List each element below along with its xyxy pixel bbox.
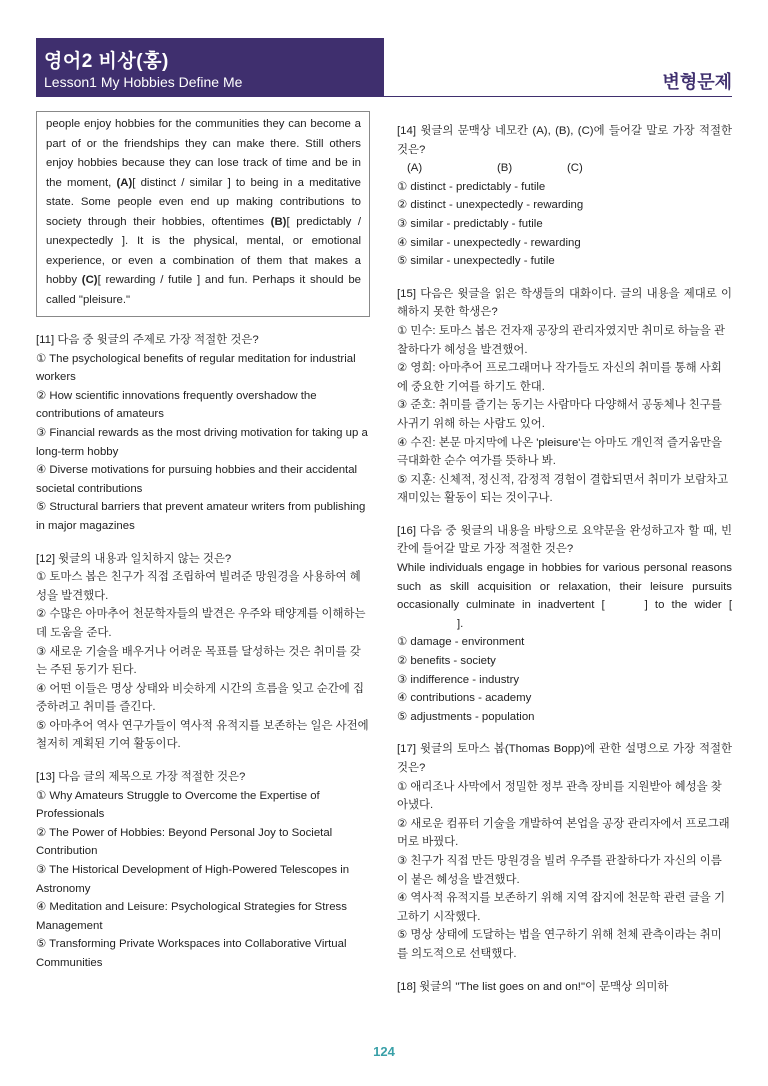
option[interactable]: ③ 준호: 취미를 즐기는 동기는 사람마다 다양해서 공동체나 친구를 사귀기 위해 하는 사람도 있어. <box>397 399 722 430</box>
passage-mark-c: (C) <box>81 274 98 286</box>
option[interactable]: ② How scientific innovations frequently overshadow the contributions of amateurs <box>36 389 317 421</box>
option[interactable]: ④ similar - unexpectedly - rewarding <box>397 236 581 249</box>
page-title: 영어2 비상(홍) <box>44 51 169 72</box>
lesson-subtitle: Lesson1 My Hobbies Define Me <box>44 74 243 90</box>
option[interactable]: ④ 수진: 본문 마지막에 나온 'pleisure'는 아마도 개인적 즐거움만을 극대화한 순수 여가를 뜻하나 봐. <box>397 436 723 468</box>
passage-box <box>36 111 370 317</box>
option[interactable]: ② benefits - society <box>397 655 496 668</box>
option[interactable]: ⑤ 아마추어 역사 연구가들이 역사적 유적지를 보존하는 일은 사전에 철저히 계획된 기여 활동이다. <box>36 719 369 751</box>
passage-text-3: [ predictably / unexpectedly ]. It is the physical, mental, or emotional experience, or even a combination of them that makes a hobby <box>46 215 361 286</box>
question-stem: [17] 윗글의 토마스 봅(Thomas Bopp)에 관한 설명으로 가장 적절한 것은? <box>397 743 732 774</box>
question-stem: [16] 다음 중 윗글의 내용을 바탕으로 요약문을 완성하고자 할 때, 빈칸에 들어갈 말로 가장 적절한 것은? <box>397 524 732 556</box>
column-a-label: (A) <box>407 162 423 175</box>
option[interactable]: ② distinct - unexpectedly - rewarding <box>397 199 584 212</box>
question-11 <box>36 331 370 536</box>
question-14 <box>397 122 732 271</box>
option[interactable]: ① Why Amateurs Struggle to Overcome the Expertise of Professionals <box>36 789 320 821</box>
question-12 <box>36 550 370 755</box>
question-stem: [11] 다음 중 윗글의 주제로 가장 적절한 것은? <box>36 334 259 346</box>
option[interactable]: ④ Meditation and Leisure: Psychological Strategies for Stress Management <box>36 901 347 932</box>
option[interactable]: ③ similar - predictably - futile <box>397 217 543 230</box>
option[interactable]: ③ 친구가 직접 만든 망원경을 빌려 우주를 관찰하다가 자신의 이름이 붙은 혜성을 발견했다. <box>397 854 722 886</box>
right-column <box>397 122 732 1010</box>
column-b-label: (B) <box>497 162 513 175</box>
passage-text-1: people enjoy hobbies for the communities they can become a part of or the friendships they can make there. Still others enjoy hobbies because they can lose track of time and be in the moment, <box>46 118 361 189</box>
option[interactable]: ① 토마스 봅은 친구가 직접 조립하여 빌려준 망원경을 사용하여 혜성을 발견했다. <box>36 571 361 602</box>
option[interactable]: ⑤ 지훈: 신체적, 정신적, 감정적 경험이 결합되면서 취미가 보람차고 재미있는 활동이 되는 것이구나. <box>397 473 729 505</box>
option[interactable]: ② 새로운 컴퓨터 기술을 개발하여 본업을 공장 관리자에서 프로그래머로 바꿨다. <box>397 817 730 849</box>
question-stem: [13] 다음 글의 제목으로 가장 적절한 것은? <box>36 771 246 784</box>
option[interactable]: ① damage - environment <box>397 636 525 649</box>
abc-header-row <box>397 159 732 178</box>
option[interactable]: ⑤ Structural barriers that prevent amateur writers from publishing in major magazines <box>36 501 366 532</box>
option[interactable]: ④ 역사적 유적지를 보존하기 위해 지역 잡지에 천문학 관련 글을 기고하기 시작했다. <box>397 892 725 923</box>
option[interactable]: ③ indifference - industry <box>397 673 520 686</box>
summary-part-1: While individuals engage in hobbies for various personal reasons such as skill acquisition or relaxation, their leisure pursuits occasionally culminate in inadvertent [ <box>397 562 732 612</box>
option[interactable]: ⑤ similar - unexpectedly - futile <box>397 255 555 268</box>
option[interactable]: ⑤ Transforming Private Workspaces into Collaborative Virtual Communities <box>36 938 347 969</box>
page-number: 124 <box>373 1044 395 1059</box>
option[interactable]: ① The psychological benefits of regular meditation for industrial workers <box>36 352 356 384</box>
option[interactable]: ② 영희: 아마추어 프로그래머나 작가들도 자신의 취미를 통해 사회에 중요한 기여를 하기도 한대. <box>397 362 722 393</box>
option[interactable]: ② The Power of Hobbies: Beyond Personal Joy to Societal Contribution <box>36 826 333 858</box>
header-divider <box>36 96 732 97</box>
question-stem: [18] 윗글의 "The list goes on and on!"이 문맥상 의미하 <box>397 980 669 993</box>
option[interactable]: ③ Financial rewards as the most driving motivation for taking up a long-term hobby <box>36 426 368 458</box>
question-stem: [14] 윗글의 문맥상 네모칸 (A), (B), (C)에 들어갈 말로 가장 적절한 것은? <box>397 125 732 156</box>
option[interactable]: ① 민수: 토마스 봅은 건자재 공장의 관리자였지만 취미로 하늘을 관찰하다가 혜성을 발견했어. <box>397 324 725 356</box>
option[interactable]: ② 수많은 아마추어 천문학자들의 발견은 우주와 태양계를 이해하는 데 도움을 준다. <box>36 608 366 639</box>
question-15 <box>397 285 732 508</box>
option[interactable]: ⑤ 명상 상태에 도달하는 법을 연구하기 위해 천체 관측이라는 취미를 의도적으로 선택했다. <box>397 929 722 960</box>
question-13 <box>36 768 370 973</box>
option[interactable]: ⑤ adjustments - population <box>397 710 535 723</box>
passage-mark-a: (A) <box>116 176 133 189</box>
option[interactable]: ① 애리조나 사막에서 정밀한 정부 관측 장비를 지원받아 혜성을 찾아냈다. <box>397 780 722 812</box>
question-stem: [12] 윗글의 내용과 일치하지 않는 것은? <box>36 552 232 565</box>
passage-mark-b: (B) <box>270 215 287 228</box>
left-column <box>36 111 370 987</box>
option[interactable]: ④ Diverse motivations for pursuing hobbies and their accidental societal contributions <box>36 464 358 495</box>
column-c-label: (C) <box>567 162 583 175</box>
passage-text-4: [ rewarding / futile ] and fun. Perhaps it should be called "pleisure." <box>46 274 361 306</box>
question-16 <box>397 522 732 727</box>
option[interactable]: ③ The Historical Development of High-Powered Telescopes in Astronomy <box>36 864 350 895</box>
question-18 <box>397 978 732 997</box>
question-stem: [15] 다음은 윗글을 읽은 학생들의 대화이다. 글의 내용을 제대로 이해하지 못한 학생은? <box>397 287 732 319</box>
header-banner <box>36 38 384 96</box>
option[interactable]: ④ 어떤 이들은 명상 상태와 비슷하게 시간의 흐름을 잊고 순간에 집중하려고 취미를 즐긴다. <box>36 682 364 714</box>
option[interactable]: ① distinct - predictably - futile <box>397 180 546 193</box>
summary-part-3: ]. <box>457 617 464 630</box>
option[interactable]: ④ contributions - academy <box>397 692 532 705</box>
summary-part-2: ] to the wider [ <box>644 599 732 612</box>
variant-label: 변형문제 <box>662 72 732 92</box>
passage-text-2: [ distinct / similar ] to being in a meditative state. Some people even end up making contributions to society through their hobbies, oftentimes <box>46 176 361 228</box>
summary-text <box>397 559 732 633</box>
question-17 <box>397 740 732 963</box>
option[interactable]: ③ 새로운 기술을 배우거나 어려운 목표를 달성하는 것은 취미를 갖는 주된 동기가 된다. <box>36 645 361 677</box>
